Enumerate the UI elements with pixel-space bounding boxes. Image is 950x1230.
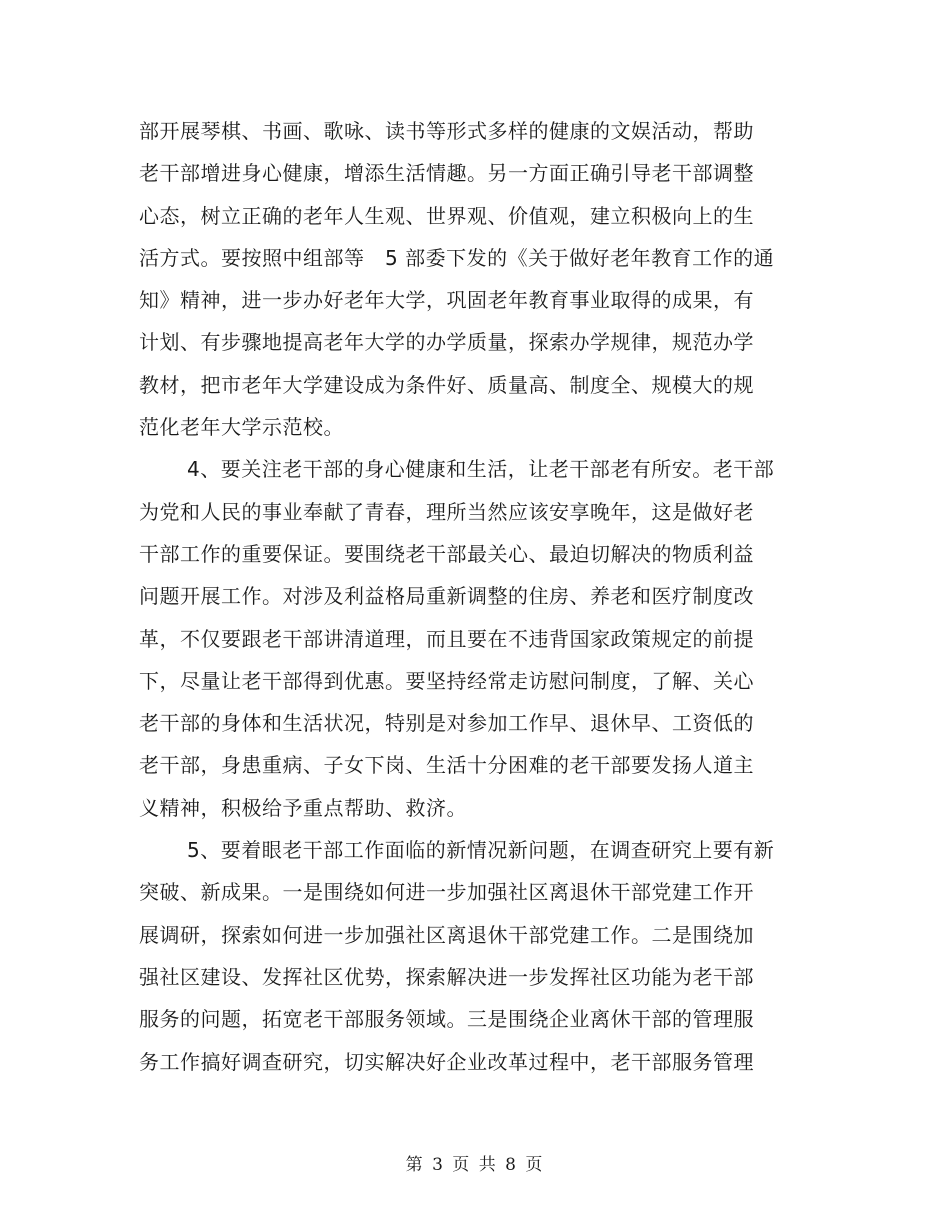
text-line: 为党和人民的事业奉献了青春，理所当然应该安享晚年，这是做好老: [139, 499, 754, 524]
text-line: 务工作搞好调查研究，切实解决好企业改革过程中，老干部服务管理: [139, 1049, 754, 1074]
text-line: 革，不仅要跟老干部讲清道理，而且要在不违背国家政策规定的前提: [139, 626, 754, 651]
body-text: [139, 110, 819, 1083]
text-line: 知》精神，进一步办好老年大学，巩固老年教育事业取得的成果，有: [139, 288, 754, 313]
text-line: 教材，把市老年大学建设成为条件好、质量高、制度全、规模大的规: [139, 372, 754, 397]
text-line: 强社区建设、发挥社区优势，探索解决进一步发挥社区功能为老干部: [139, 964, 754, 989]
text-line: 老干部增进身心健康，增添生活情趣。另一方面正确引导老干部调整: [139, 161, 754, 186]
text-line: 展调研，探索如何进一步加强社区离退休干部党建工作。二是围绕加: [139, 922, 754, 947]
text-line: 部开展琴棋、书画、歌咏、读书等形式多样的健康的文娱活动，帮助: [139, 119, 754, 143]
text-line: 活方式。要按照中组部等 5 部委下发的《关于做好老年教育工作的通: [139, 245, 775, 270]
text-line: 下，尽量让老干部得到优惠。要坚持经常走访慰问制度，了解、关心: [139, 668, 754, 693]
text-line: 范化老年大学示范校。: [139, 415, 344, 440]
text-line: 问题开展工作。对涉及利益格局重新调整的住房、养老和医疗制度改: [139, 584, 754, 609]
paragraph-start-line: 4、要关注老干部的身心健康和生活，让老干部老有所安。老干部: [187, 457, 775, 482]
text-line: 干部工作的重要保证。要围绕老干部最关心、最迫切解决的物质利益: [139, 541, 754, 566]
paragraph-start-line: 5、要着眼老干部工作面临的新情况新问题，在调查研究上要有新: [187, 838, 775, 863]
text-line: 老干部的身体和生活状况，特别是对参加工作早、退休早、工资低的: [139, 711, 754, 736]
text-line: 服务的问题，拓宽老干部服务领域。三是围绕企业离休干部的管理服: [139, 1007, 754, 1032]
text-line: 突破、新成果。一是围绕如何进一步加强社区离退休干部党建工作开: [139, 880, 754, 905]
text-line: 心态，树立正确的老年人生观、世界观、价值观，建立积极向上的生: [139, 203, 754, 228]
text-line: 义精神，积极给予重点帮助、救济。: [139, 795, 467, 820]
text-line: 计划、有步骤地提高老年大学的办学质量，探索办学规律，规范办学: [139, 330, 754, 355]
page-number-footer: 第 3 页 共 8 页: [405, 1155, 545, 1175]
text-line: 老干部，身患重病、子女下岗、生活十分困难的老干部要发扬人道主: [139, 753, 754, 778]
